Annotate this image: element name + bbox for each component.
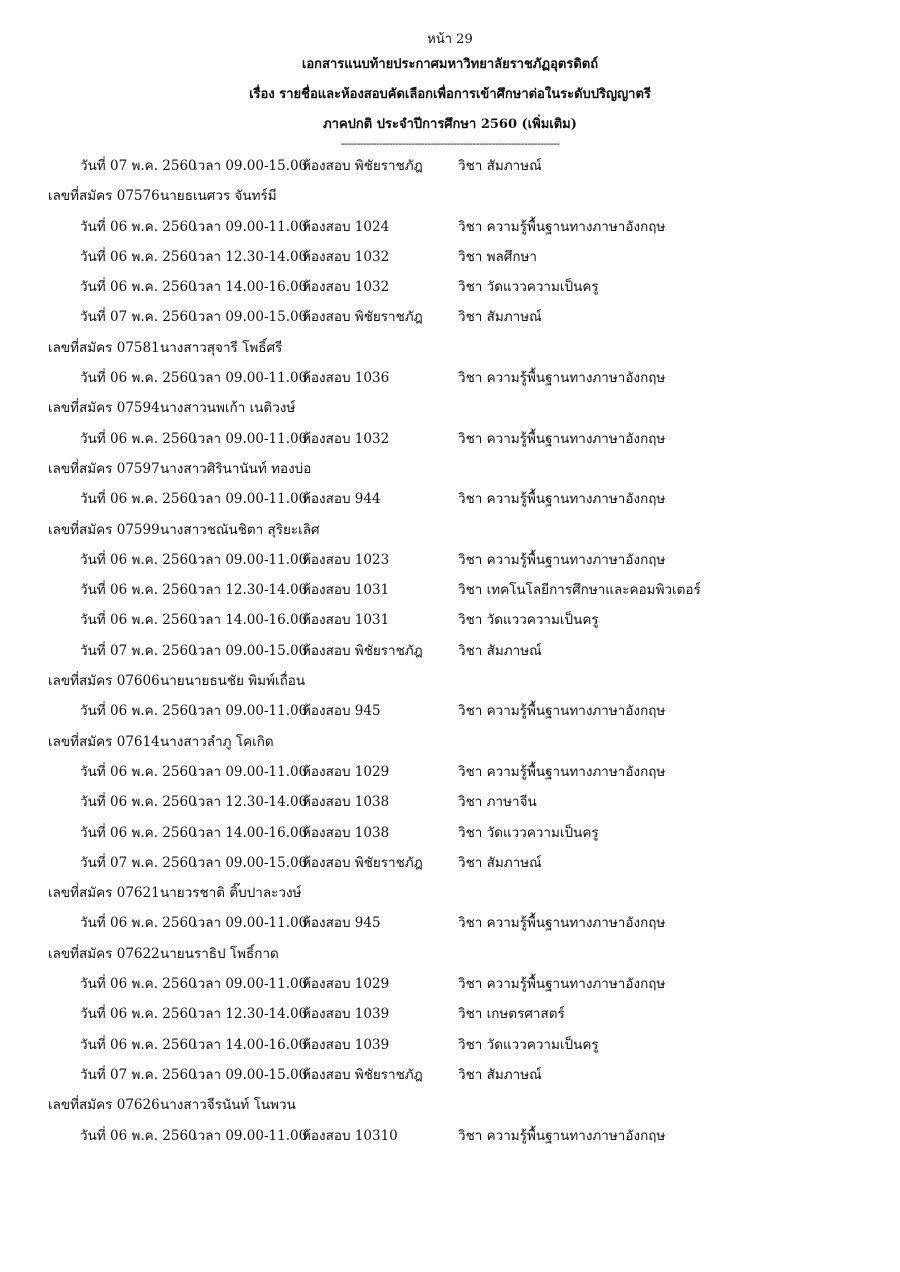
exam-room: ห้องสอบ 945	[302, 915, 381, 932]
exam-time: เวลา 09.00-11.00	[193, 763, 308, 780]
exam-date: วันที่ 06 พ.ค. 2560	[80, 703, 197, 720]
exam-room: ห้องสอบ พิชัยราชภัฎ	[302, 854, 423, 871]
exam-subject: วิชา เทคโนโลยีการศึกษาและคอมพิวเตอร์	[458, 582, 701, 599]
exam-date: วันที่ 06 พ.ค. 2560	[80, 582, 197, 599]
exam-time: เวลา 12.30-14.00	[193, 248, 308, 265]
exam-room: ห้องสอบ 1039	[302, 1036, 390, 1053]
exam-subject: วิชา ความรู้พื้นฐานทางภาษาอังกฤษ	[458, 976, 666, 993]
applicant-name: นายวรชาติ ติ๊บปาละวงษ์	[160, 885, 302, 902]
exam-date: วันที่ 06 พ.ค. 2560	[80, 491, 197, 508]
applicant-name: นางสาวชณันชิตา สุริยะเลิศ	[160, 521, 320, 538]
exam-time: เวลา 14.00-16.00	[193, 824, 308, 841]
exam-slot-row	[0, 1030, 900, 1060]
exam-slot-row	[0, 1060, 900, 1090]
exam-room: ห้องสอบ 1032	[302, 430, 390, 447]
exam-subject: วิชา สัมภาษณ์	[458, 158, 542, 174]
exam-time: เวลา 09.00-15.00	[193, 854, 308, 871]
exam-subject: วิชา วัดแววความเป็นครู	[458, 279, 599, 296]
applicant-id: เลขที่สมัคร 07626	[48, 1097, 160, 1114]
exam-slot-row	[0, 424, 900, 454]
exam-subject: วิชา สัมภาษณ์	[458, 642, 542, 659]
exam-room: ห้องสอบ 1024	[302, 218, 390, 235]
exam-date: วันที่ 06 พ.ค. 2560	[80, 824, 197, 841]
exam-date: วันที่ 06 พ.ค. 2560	[80, 763, 197, 780]
exam-slot-row	[0, 605, 900, 635]
applicant-id: เลขที่สมัคร 07581	[48, 339, 160, 356]
applicant-name: นางสาวสุจารี โพธิ์ศรี	[160, 339, 283, 356]
exam-slot-row	[0, 272, 900, 302]
applicant-row	[0, 333, 900, 363]
exam-date: วันที่ 06 พ.ค. 2560	[80, 279, 197, 296]
exam-slot-row	[0, 969, 900, 999]
exam-time: เวลา 14.00-16.00	[193, 279, 308, 296]
exam-date: วันที่ 06 พ.ค. 2560	[80, 218, 197, 235]
exam-time: เวลา 09.00-15.00	[193, 1066, 308, 1083]
exam-room: ห้องสอบ พิชัยราชภัฎ	[302, 158, 423, 174]
exam-subject: วิชา ความรู้พื้นฐานทางภาษาอังกฤษ	[458, 551, 666, 568]
exam-room: ห้องสอบ 1032	[302, 248, 390, 265]
header-subject: เรื่อง รายชื่อและห้องสอบคัดเลือกเพื่อการเข้าศึกษาต่อในระดับปริญญาตรี	[249, 87, 651, 102]
exam-subject: วิชา สัมภาษณ์	[458, 1066, 542, 1083]
exam-room: ห้องสอบ 944	[302, 491, 381, 508]
exam-date: วันที่ 06 พ.ค. 2560	[80, 976, 197, 993]
exam-slot-row	[0, 818, 900, 848]
exam-subject: วิชา ความรู้พื้นฐานทางภาษาอังกฤษ	[458, 370, 666, 387]
exam-slot-row	[0, 212, 900, 242]
exam-slot-row	[0, 636, 900, 666]
applicant-id: เลขที่สมัคร 07614	[48, 733, 160, 750]
exam-slot-row	[0, 1121, 900, 1151]
applicant-row	[0, 939, 900, 969]
exam-time: เวลา 12.30-14.00	[193, 582, 308, 599]
page-number: หน้า 29	[427, 32, 473, 47]
applicant-name: นางสาวจีรนันท์ โนพวน	[160, 1097, 296, 1114]
exam-subject: วิชา วัดแววความเป็นครู	[458, 612, 599, 629]
exam-time: เวลา 09.00-11.00	[193, 551, 308, 568]
applicant-id: เลขที่สมัคร 07622	[48, 945, 160, 962]
exam-slot-row	[0, 242, 900, 272]
exam-slot-row	[0, 696, 900, 726]
exam-time: เวลา 09.00-11.00	[193, 703, 308, 720]
applicant-id: เลขที่สมัคร 07576	[48, 188, 160, 205]
exam-date: วันที่ 07 พ.ค. 2560	[80, 1066, 197, 1083]
exam-date: วันที่ 06 พ.ค. 2560	[80, 612, 197, 629]
exam-room: ห้องสอบ 10310	[302, 1127, 398, 1144]
header-divider: --------------------------------------------------------------------	[340, 137, 560, 150]
applicant-name: นายนายธนชัย พิมพ์เถื่อน	[160, 673, 306, 690]
exam-date: วันที่ 06 พ.ค. 2560	[80, 430, 197, 447]
exam-subject: วิชา ความรู้พื้นฐานทางภาษาอังกฤษ	[458, 491, 666, 508]
exam-time: เวลา 12.30-14.00	[193, 794, 308, 811]
exam-room: ห้องสอบ 1031	[302, 582, 390, 599]
applicant-id: เลขที่สมัคร 07621	[48, 885, 160, 902]
applicant-id: เลขที่สมัคร 07594	[48, 400, 160, 417]
exam-date: วันที่ 06 พ.ค. 2560	[80, 1006, 197, 1023]
exam-slot-row	[0, 302, 900, 332]
exam-date: วันที่ 07 พ.ค. 2560	[80, 642, 197, 659]
exam-room: ห้องสอบ พิชัยราชภัฎ	[302, 1066, 423, 1083]
exam-date: วันที่ 06 พ.ค. 2560	[80, 551, 197, 568]
exam-date: วันที่ 06 พ.ค. 2560	[80, 915, 197, 932]
exam-subject: วิชา ความรู้พื้นฐานทางภาษาอังกฤษ	[458, 218, 666, 235]
exam-date: วันที่ 07 พ.ค. 2560	[80, 158, 197, 174]
exam-subject: วิชา ภาษาจีน	[458, 794, 537, 811]
exam-room: ห้องสอบ 1029	[302, 976, 390, 993]
exam-subject: วิชา สัมภาษณ์	[458, 309, 542, 326]
exam-subject: วิชา ความรู้พื้นฐานทางภาษาอังกฤษ	[458, 915, 666, 932]
exam-subject: วิชา พลศึกษา	[458, 248, 538, 265]
header-title: เอกสารแนบท้ายประกาศมหาวิทยาลัยราชภัฏอุตรดิตถ์	[301, 57, 599, 72]
exam-subject: วิชา เกษตรศาสตร์	[458, 1006, 565, 1023]
exam-room: ห้องสอบ 945	[302, 703, 381, 720]
exam-time: เวลา 09.00-15.00	[193, 158, 308, 174]
exam-slot-row	[0, 848, 900, 878]
applicant-id: เลขที่สมัคร 07606	[48, 673, 160, 690]
exam-time: เวลา 14.00-16.00	[193, 1036, 308, 1053]
exam-time: เวลา 09.00-15.00	[193, 309, 308, 326]
exam-slot-row	[0, 545, 900, 575]
exam-time: เวลา 09.00-11.00	[193, 491, 308, 508]
exam-date: วันที่ 07 พ.ค. 2560	[80, 309, 197, 326]
exam-time: เวลา 09.00-11.00	[193, 915, 308, 932]
document-header	[0, 8, 900, 148]
exam-date: วันที่ 06 พ.ค. 2560	[80, 248, 197, 265]
applicant-id: เลขที่สมัคร 07599	[48, 521, 160, 538]
exam-slot-row	[0, 575, 900, 605]
applicant-row	[0, 878, 900, 908]
exam-room: ห้องสอบ 1036	[302, 370, 390, 387]
exam-time: เวลา 09.00-15.00	[193, 642, 308, 659]
applicant-row	[0, 727, 900, 757]
exam-slot-row	[0, 363, 900, 393]
schedule-list	[0, 151, 900, 1151]
applicant-row	[0, 666, 900, 696]
exam-room: ห้องสอบ 1039	[302, 1006, 390, 1023]
exam-slot-row	[0, 484, 900, 514]
exam-time: เวลา 09.00-11.00	[193, 976, 308, 993]
exam-room: ห้องสอบ 1029	[302, 763, 390, 780]
exam-room: ห้องสอบ พิชัยราชภัฎ	[302, 309, 423, 326]
exam-slot-row	[0, 908, 900, 938]
exam-date: วันที่ 06 พ.ค. 2560	[80, 370, 197, 387]
exam-date: วันที่ 06 พ.ค. 2560	[80, 1036, 197, 1053]
exam-slot-row	[0, 757, 900, 787]
exam-subject: วิชา สัมภาษณ์	[458, 854, 542, 871]
exam-subject: วิชา ความรู้พื้นฐานทางภาษาอังกฤษ	[458, 703, 666, 720]
exam-time: เวลา 09.00-11.00	[193, 430, 308, 447]
exam-time: เวลา 09.00-11.00	[193, 1127, 308, 1144]
exam-room: ห้องสอบ 1023	[302, 551, 390, 568]
header-term: ภาคปกติ ประจำปีการศึกษา 2560 (เพิ่มเติม)	[323, 117, 577, 132]
exam-room: ห้องสอบ 1032	[302, 279, 390, 296]
applicant-name: นายธเนศวร จันทร์มี	[160, 188, 277, 205]
applicant-name: นางสาวลำภู โคเกิด	[160, 733, 274, 750]
exam-room: ห้องสอบ พิชัยราชภัฎ	[302, 642, 423, 659]
exam-room: ห้องสอบ 1038	[302, 824, 390, 841]
exam-slot-row	[0, 999, 900, 1029]
exam-subject: วิชา วัดแววความเป็นครู	[458, 824, 599, 841]
exam-time: เวลา 14.00-16.00	[193, 612, 308, 629]
applicant-name: นางสาวนพเก้า เนติวงษ์	[160, 400, 296, 417]
exam-time: เวลา 09.00-11.00	[193, 218, 308, 235]
exam-subject: วิชา ความรู้พื้นฐานทางภาษาอังกฤษ	[458, 430, 666, 447]
applicant-row	[0, 1090, 900, 1120]
applicant-row	[0, 181, 900, 211]
applicant-name: นางสาวศิรินานันท์ ทองบ่อ	[160, 460, 312, 477]
exam-subject: วิชา วัดแววความเป็นครู	[458, 1036, 599, 1053]
exam-room: ห้องสอบ 1031	[302, 612, 390, 629]
exam-date: วันที่ 06 พ.ค. 2560	[80, 1127, 197, 1144]
exam-slot-row	[0, 787, 900, 817]
applicant-name: นายนราธิป โพธิ์กาด	[160, 945, 279, 962]
exam-slot-row	[0, 151, 900, 181]
exam-subject: วิชา ความรู้พื้นฐานทางภาษาอังกฤษ	[458, 1127, 666, 1144]
applicant-row	[0, 515, 900, 545]
exam-date: วันที่ 06 พ.ค. 2560	[80, 794, 197, 811]
exam-subject: วิชา ความรู้พื้นฐานทางภาษาอังกฤษ	[458, 763, 666, 780]
applicant-row	[0, 454, 900, 484]
exam-time: เวลา 09.00-11.00	[193, 370, 308, 387]
exam-date: วันที่ 07 พ.ค. 2560	[80, 854, 197, 871]
exam-room: ห้องสอบ 1038	[302, 794, 390, 811]
applicant-row	[0, 393, 900, 423]
applicant-id: เลขที่สมัคร 07597	[48, 460, 160, 477]
exam-time: เวลา 12.30-14.00	[193, 1006, 308, 1023]
